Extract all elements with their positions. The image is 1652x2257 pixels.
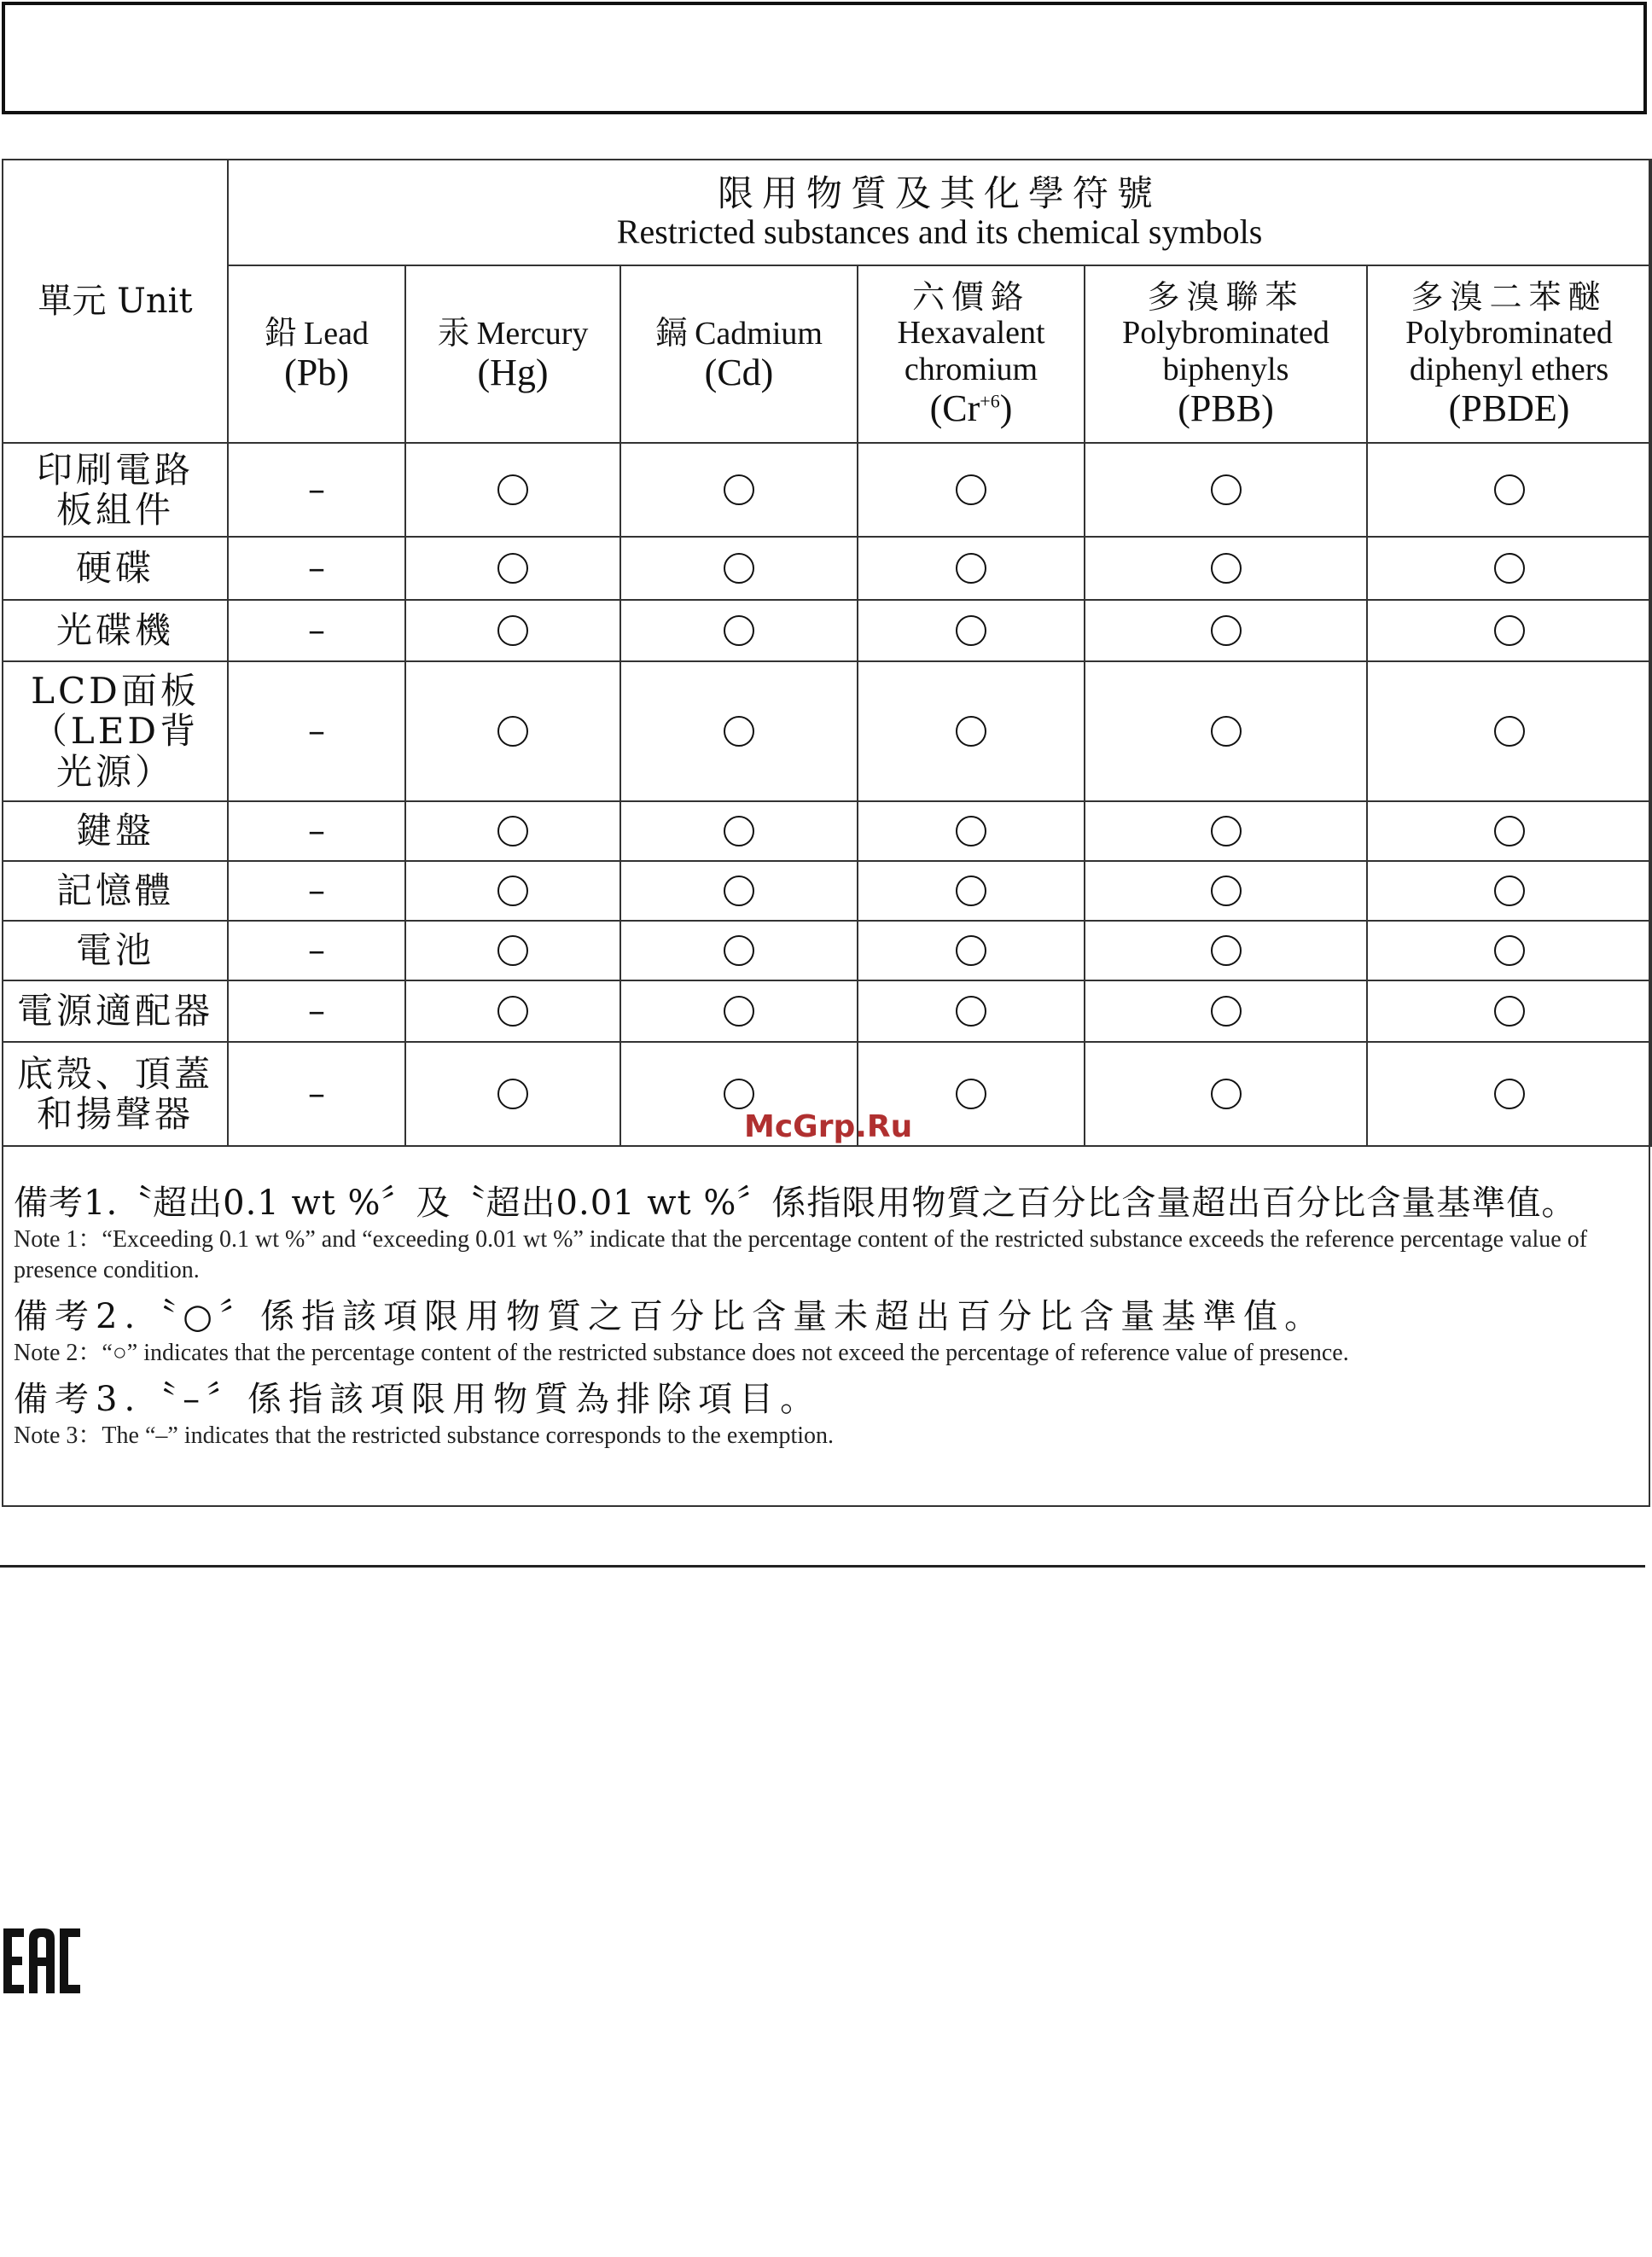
col-mercury: 汞Mercury (Hg) [405,265,620,443]
note2-zh: 備考2.〝○〞係指該項限用物質之百分比含量未超出百分比含量基準值。 [14,1297,1326,1336]
circle-mark-icon [724,553,754,584]
circle-mark-icon [497,553,528,584]
unit-name-line: 電池 [75,929,154,972]
circle-mark-icon [497,996,528,1027]
substance-value-cell [1367,600,1651,661]
circle-mark-icon [956,875,986,906]
substance-value-cell [1085,861,1367,921]
substance-value-cell [405,801,620,861]
substance-value-cell [1085,661,1367,801]
unit-name-cell [3,801,228,861]
unit-header: 單元 Unit [3,160,228,443]
circle-mark-icon [724,816,754,846]
substance-value-cell [858,980,1085,1042]
circle-mark-icon [1494,996,1525,1027]
substance-value-cell [858,921,1085,980]
circle-mark-icon [956,553,986,584]
circle-mark-icon [1494,474,1525,505]
unit-name-line: 和揚聲器 [36,1093,194,1135]
circle-mark-icon [1211,615,1242,646]
substance-value-cell [1367,921,1651,980]
substance-value-cell [858,600,1085,661]
note3-zh: 備考3.〝–〞係指該項限用物質為排除項目。 [14,1380,822,1419]
substance-value-cell [620,443,858,537]
circle-mark-icon [497,474,528,505]
substance-value-cell [858,661,1085,801]
substance-value-cell: – [228,537,405,600]
note2-en: Note 2：“○” indicates that the percentage content of the restricted substance does not exceed the percentage of reference value of presence. [14,1340,1349,1366]
unit-name-cell [3,600,228,661]
substance-value-cell [1085,921,1367,980]
circle-mark-icon [1211,553,1242,584]
col-lead: 鉛Lead (Pb) [228,265,405,443]
eac-logo [2,1927,82,1995]
substance-value-cell [1367,537,1651,600]
substance-value-cell [405,921,620,980]
table-row [3,801,1651,861]
circle-mark-icon [497,875,528,906]
substance-value-cell [620,980,858,1042]
unit-name-line: 光源） [55,750,174,793]
substance-value-cell: – [228,861,405,921]
substance-value-cell [1085,600,1367,661]
table-row [3,661,1651,801]
unit-name-line: 印刷電路 [36,448,194,491]
substance-value-cell [858,443,1085,537]
header-title-zh: 限用物質及其化學符號 [718,172,1162,215]
table-row [3,921,1651,980]
substance-value-cell [405,537,620,600]
substance-value-cell [620,537,858,600]
substance-value-cell: – [228,661,405,801]
circle-mark-icon [724,474,754,505]
substance-value-cell [1085,801,1367,861]
circle-mark-icon [1494,553,1525,584]
unit-name-line: 底殼、頂蓋 [16,1052,213,1095]
substance-value-cell [620,661,858,801]
unit-name-line: 電源適配器 [16,990,213,1033]
restricted-substances-table [2,159,1652,1147]
substance-value-cell [1085,1042,1367,1146]
circle-mark-icon [1211,1079,1242,1109]
substance-value-cell [620,861,858,921]
empty-header-box [2,2,1647,114]
unit-name-cell [3,861,228,921]
substance-value-cell [620,801,858,861]
substances-header [228,160,1651,265]
substance-value-cell: – [228,600,405,661]
substance-value-cell [858,537,1085,600]
unit-name-line: 硬碟 [75,547,154,590]
note3-en: Note 3：The “–” indicates that the restricted substance corresponds to the exemption. [14,1422,835,1449]
substance-value-cell [405,661,620,801]
unit-name-line: 光碟機 [55,609,174,652]
col-hexavalent-chromium: 六價鉻 Hexavalent chromium $(Cr^{+6})$ [858,265,1085,443]
substance-value-cell [620,600,858,661]
substance-value-cell [1085,443,1367,537]
substance-value-cell [1367,443,1651,537]
table-row [3,980,1651,1042]
header-title-en: Restricted substances and its chemical symbols [616,212,1263,252]
circle-mark-icon [497,716,528,747]
substance-value-cell [405,443,620,537]
circle-mark-icon [1494,935,1525,966]
circle-mark-icon [1494,716,1525,747]
circle-mark-icon [1211,935,1242,966]
circle-mark-icon [956,474,986,505]
substance-value-cell [405,980,620,1042]
unit-name-line: LCD面板 [31,670,200,713]
circle-mark-icon [956,935,986,966]
circle-mark-icon [497,615,528,646]
substance-value-cell [1367,980,1651,1042]
note1-en: Note 1：“Exceeding 0.1 wt %” and “exceeding 0.01 wt %” indicate that the percentage content of the restricted substance exceeds the reference percentage value of presence condition. [14,1226,1588,1283]
watermark: McGrp.Ru [744,1109,913,1144]
circle-mark-icon [724,935,754,966]
circle-mark-icon [724,615,754,646]
unit-name-line: 記憶體 [55,870,174,912]
circle-mark-icon [956,816,986,846]
table-body [3,443,1651,1146]
substance-value-cell: – [228,921,405,980]
substance-value-cell [1367,801,1651,861]
unit-name-cell [3,661,228,801]
circle-mark-icon [956,615,986,646]
col-pbb: 多溴聯苯 Polybrominated biphenyls (PBB) [1085,265,1367,443]
substance-value-cell [1085,537,1367,600]
circle-mark-icon [724,996,754,1027]
circle-mark-icon [1494,816,1525,846]
table-row [3,537,1651,600]
table-row [3,861,1651,921]
substance-value-cell [858,801,1085,861]
col-pbde: 多溴二苯醚 Polybrominated diphenyl ethers (PBDE) [1367,265,1651,443]
unit-name-cell [3,1042,228,1146]
substance-value-cell: – [228,443,405,537]
circle-mark-icon [1211,875,1242,906]
table-row [3,443,1651,537]
unit-name-cell [3,921,228,980]
circle-mark-icon [1494,615,1525,646]
substance-value-cell: – [228,1042,405,1146]
substance-value-cell [405,861,620,921]
unit-name-line: 板組件 [55,489,174,531]
col-cadmium: 鎘Cadmium (Cd) [620,265,858,443]
substance-value-cell [1367,861,1651,921]
circle-mark-icon [956,716,986,747]
circle-mark-icon [724,875,754,906]
substance-value-cell [620,921,858,980]
unit-name-cell [3,537,228,600]
substance-value-cell [1085,980,1367,1042]
note1-zh: 備考1.〝超出0.1 wt %〞及〝超出0.01 wt %〞係指限用物質之百分比含量超出百分比含量基準值。 [14,1184,1577,1223]
circle-mark-icon [1211,474,1242,505]
unit-name-cell [3,443,228,537]
circle-mark-icon [956,1079,986,1109]
circle-mark-icon [1211,816,1242,846]
substance-value-cell [1367,1042,1651,1146]
unit-name-line: （LED背 [31,710,200,753]
substance-value-cell [858,861,1085,921]
substance-value-cell: – [228,801,405,861]
circle-mark-icon [1211,716,1242,747]
unit-name-cell [3,980,228,1042]
table-row [3,600,1651,661]
circle-mark-icon [1494,875,1525,906]
circle-mark-icon [724,1079,754,1109]
circle-mark-icon [724,716,754,747]
horizontal-divider [0,1565,1645,1568]
circle-mark-icon [497,935,528,966]
circle-mark-icon [956,996,986,1027]
notes-section [14,1176,1635,1451]
circle-mark-icon [1494,1079,1525,1109]
circle-mark-icon [1211,996,1242,1027]
substance-value-cell [1367,661,1651,801]
substance-value-cell [405,1042,620,1146]
substance-value-cell [405,600,620,661]
unit-name-line: 鍵盤 [75,810,154,852]
substance-value-cell: – [228,980,405,1042]
circle-mark-icon [497,1079,528,1109]
circle-mark-icon [497,816,528,846]
